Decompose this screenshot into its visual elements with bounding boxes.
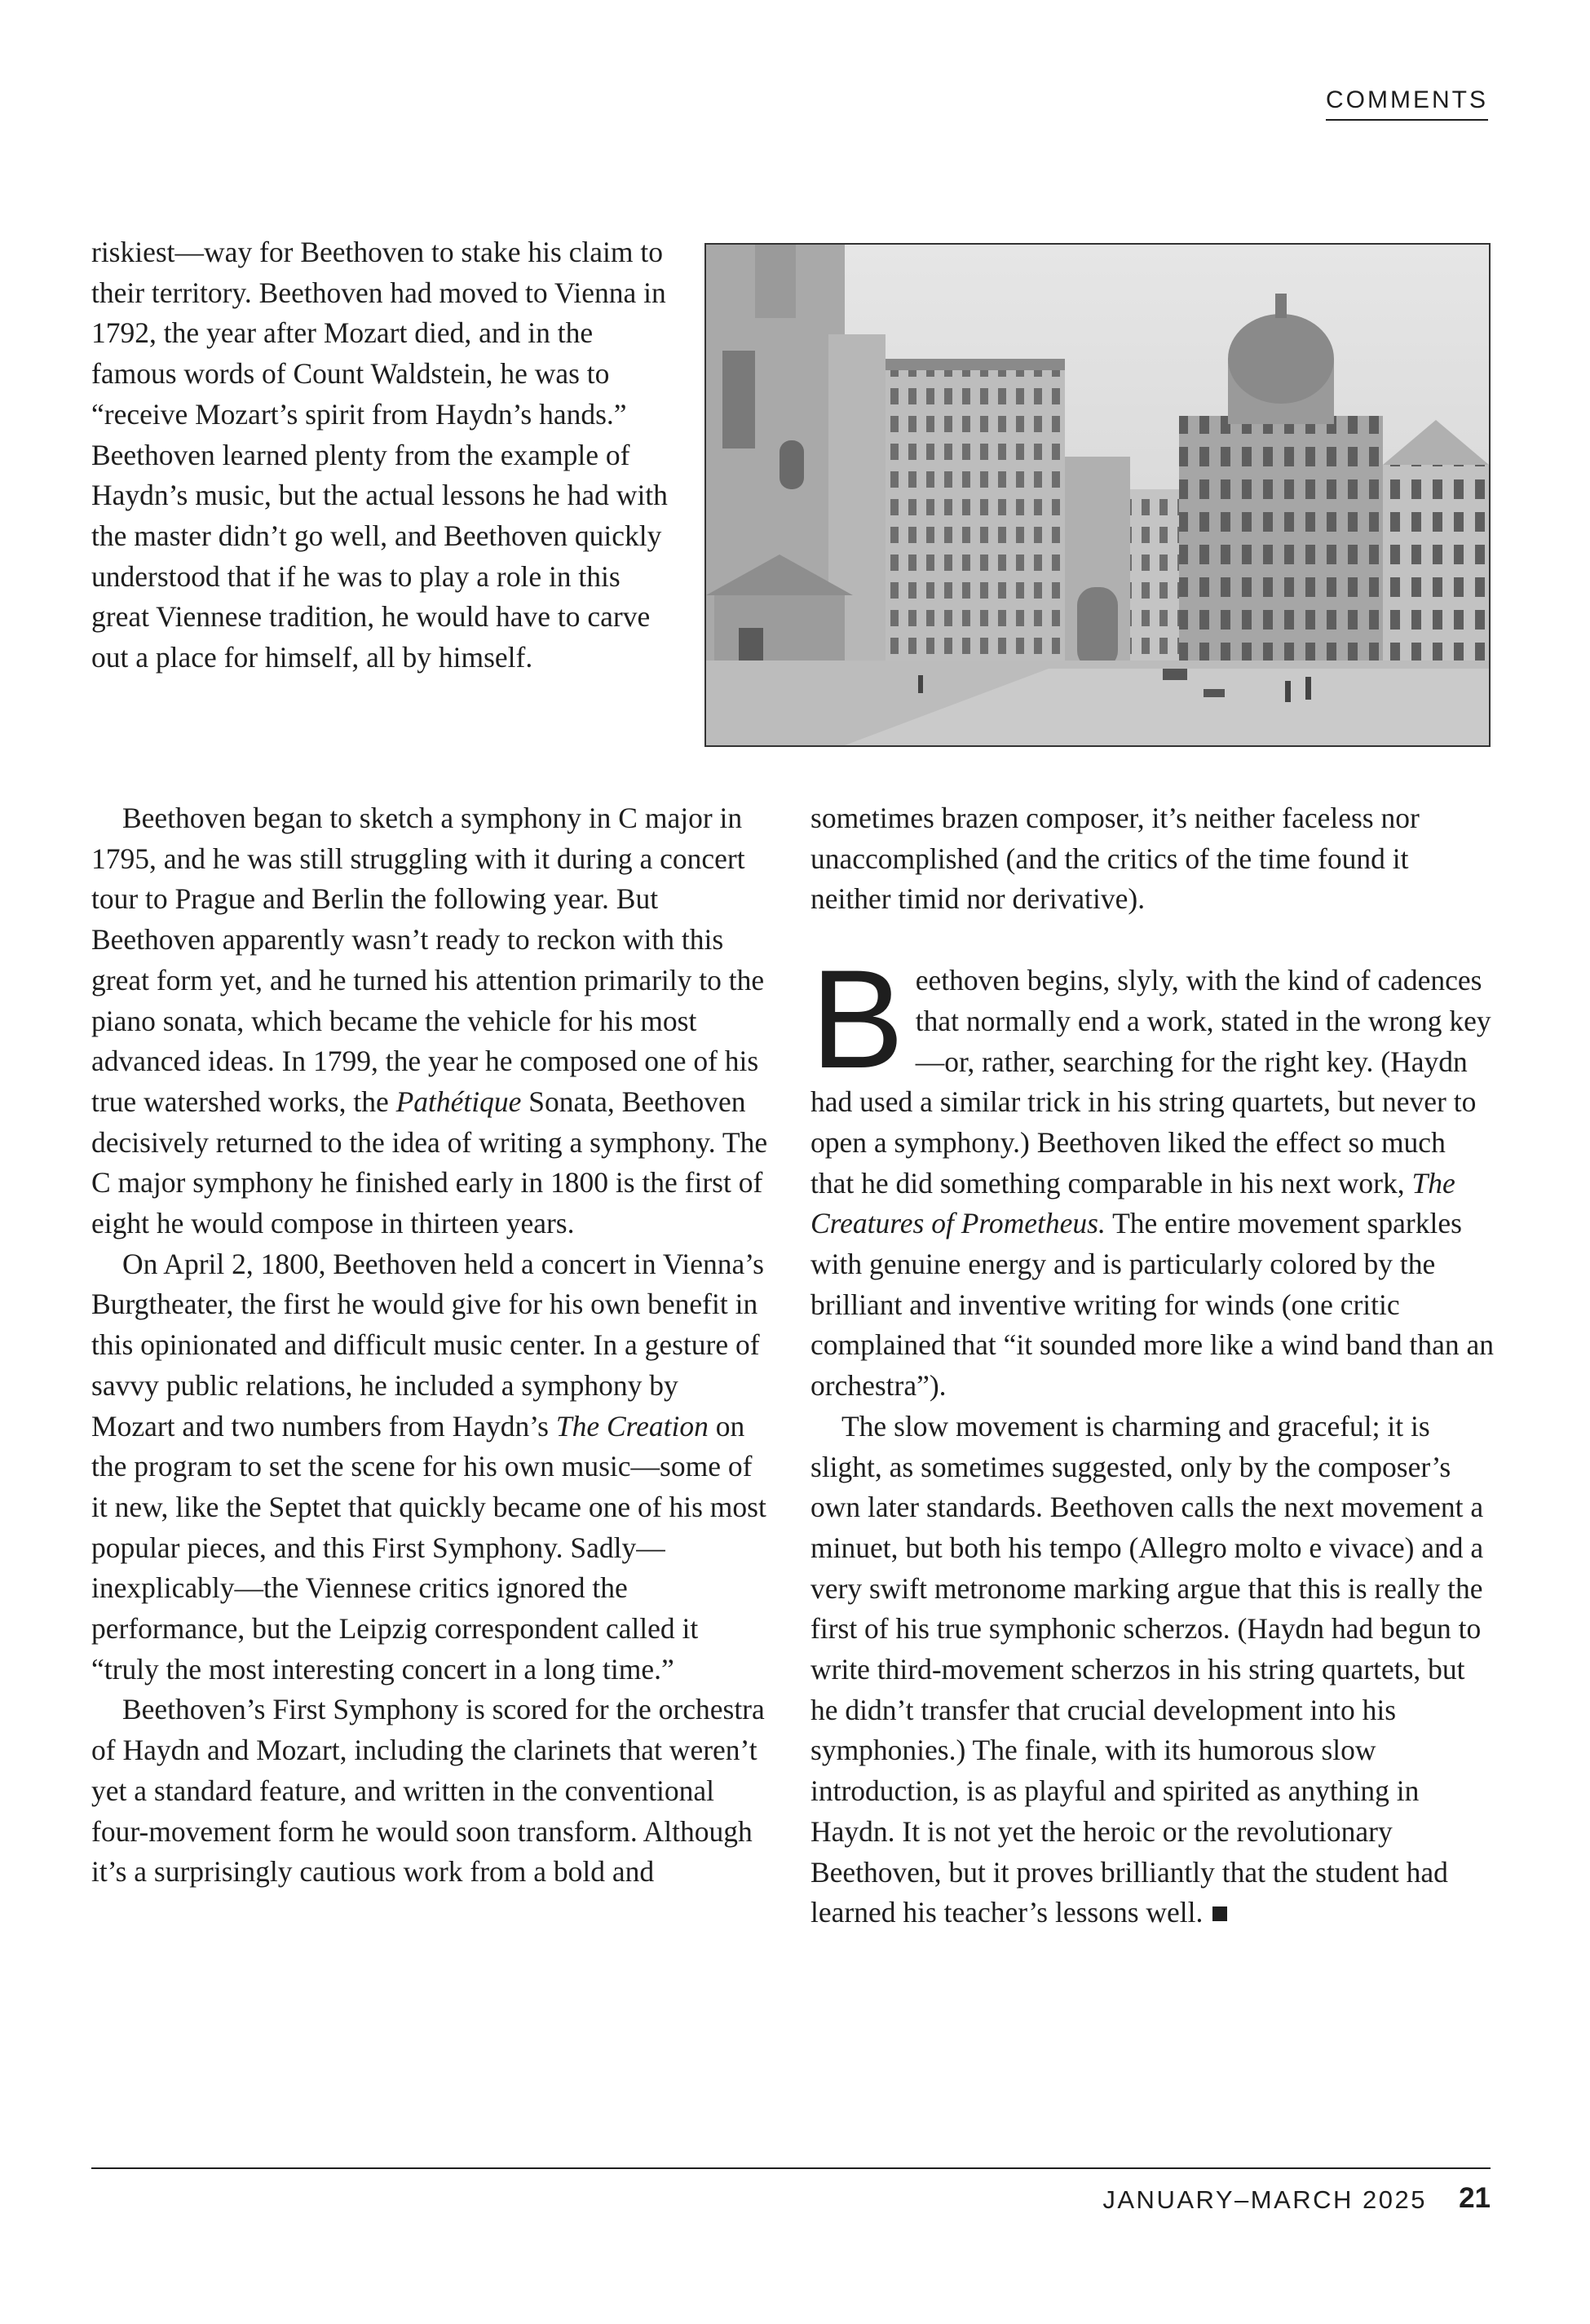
page-number: 21 [1459,2182,1491,2214]
paragraph-opening-movement: Beethoven begins, slyly, with the kind of cadences that normally end a work, stated in the wrong key—or, rather, searching for the right key. (Haydn had used a similar trick in his string quartets, but never to open a symphony.) Beethoven liked the effect so much that he did something comparable in his next work, The Creatures of Prometheus. The entire movement sparkles with genuine energy and is particularly colored by the brilliant and inventive writing for winds (one critic complained that “it sounded more like a wind band than an orchestra”). [810,941,1494,1403]
section-label: COMMENTS [1326,86,1488,121]
footer-rule [91,2167,1491,2169]
paragraph-sketch-symphony: Beethoven began to sketch a symphony in C major in 1795, and he was still struggling with it during a concert tour to Prague and Berlin the following year. But Beethoven apparently wasn’t ready to reckon with this great form yet, and he turned his attention primarily to the piano sonata, which became the vehicle for his most advanced ideas. In 1799, the year he composed one of his true watershed works, the Pathétique Sonata, Beethoven decisively returned to the idea of writing a symphony. The C major symphony he finished early in 1800 is the first of eight he would compose in thirteen years. [91,802,768,1240]
paragraph-later-movements: The slow movement is charming and graceful; it is slight, as sometimes suggested, only by the composer’s own later standards. Beethoven calls the next movement a minuet, but both his tempo (Allegro molto e vivace) and a very swift metronome marking argue that this is really the first of his true symphonic scherzos. (Haydn had begun to write third-movement scherzos in his string quartets, but he didn’t transfer that crucial development into his symphonies.) The finale, with its humorous slow introduction, is as playful and spirited as anything in Haydn. It is not yet the heroic or the revolutionary Beethoven, but it proves brilliantly that the student had learned his teacher’s lessons well. [810,1409,1484,1929]
issue-date: JANUARY–MARCH 2025 [1102,2185,1427,2214]
paragraph-burgtheater-concert: On April 2, 1800, Beethoven held a concert in Vienna’s Burgtheater, the first he would give for his own benefit in this opinionated and difficult music center. In a gesture of savvy public relations, he included a symphony by Mozart and two numbers from Haydn’s The Creation on the program to set the scene for his own music—some of it new, like the Septet that quickly became one of his most popular pieces, and this First Symphony. Sadly—inexplicably—the Viennese critics ignored the performance, but the Leipzig correspondent called it “truly the most interesting concert in a long time.” [91,1247,766,1686]
drop-cap: B [810,941,904,1098]
paragraph-intro-continued: riskiest—way for Beethoven to stake his claim to their territory. Beethoven had moved to Vienna in 1792, the year after Mozart died, and in the famous words of Count Waldstein, he was to “receive Mozart’s spirit from Haydn’s hands.” Beethoven learned plenty from the example of Haydn’s music, but the actual lessons he had with the master didn’t go well, and Beethoven quickly understood that if he was to play a role in this great Viennese tradition, he would have to carve out a place for himself, all by himself. [91,236,668,674]
work-title-pathetique: Pathétique [395,1085,522,1118]
end-of-article-mark [1212,1906,1227,1921]
article-column-left-top [91,232,678,678]
work-title-prometheus: The Creatures of Prometheus. [810,1166,1455,1240]
work-title-creation: The Creation [555,1409,709,1443]
paragraph-continued: sometimes brazen composer, it’s neither faceless nor unaccomplished (and the critics of the time found it neither timid nor derivative). [810,802,1420,916]
vienna-street-illustration [704,243,1491,747]
article-column-left [91,798,768,1893]
paragraph-scoring: Beethoven’s First Symphony is scored for the orchestra of Haydn and Mozart, including the clarinets that weren’t yet a standard feature, and written in the conventional four-movement form he would soon transform. Although it’s a surprisingly cautious work from a bold and [91,1693,765,1889]
article-column-right [810,798,1495,1933]
